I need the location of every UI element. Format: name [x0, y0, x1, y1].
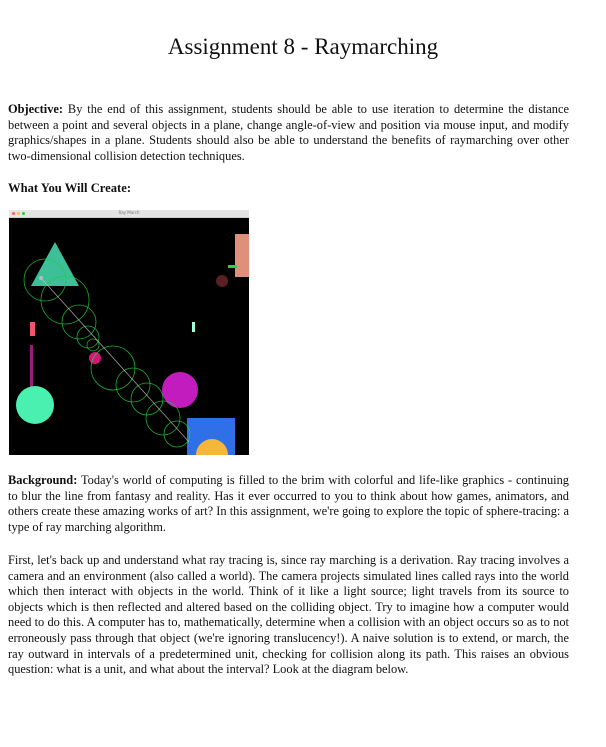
- green-bar: [228, 265, 237, 268]
- objective-paragraph: [8, 102, 569, 164]
- ray-tracing-paragraph: First, let's back up and understand what ray tracing is, since ray marching is a derivation. Ray tracing involves a camera and an environment (also called a world). The camera projects simulated lines called rays into the world which then interact with objects in the world. Think of it like a light source; light travels from its source to objects which is then reflected and altered based on the colliding object. Try to imagine how a computer would need to do this. A computer has to, mathematically, determine when a collision with an object occurs so as to not erroneously pass through that object (we're ignoring translucency!). A naive solution is to extend, or march, the ray outward in intervals of a predetermined unit, checking for collision along its path. This raises an obvious question: what is a unit, and what about the interval? Look at the diagram below.: [8, 553, 569, 677]
- magenta-dot: [89, 352, 101, 364]
- what-you-will-create-heading: What You Will Create:: [8, 181, 132, 195]
- background-label: Background:: [8, 473, 78, 487]
- pink-bar: [30, 322, 35, 336]
- teal-triangle: [31, 242, 79, 286]
- objective-text: By the end of this assignment, students should be able to use iteration to determine the distance between a point and several objects in a plane, change angle-of-view and position via mouse input, and modify graphics/shapes in a plane. Students should also be able to understand the benefits of raymarching over other two-dimensional collision detection techniques.: [8, 102, 569, 163]
- ray-origin: [39, 276, 43, 280]
- window-title-bar: [9, 210, 249, 218]
- magenta-circle: [162, 372, 198, 408]
- salmon-rectangle: [235, 234, 249, 277]
- objective-label: Objective:: [8, 102, 64, 116]
- background-text: Today's world of computing is filled to the brim with colorful and life-like graphics - continuing to blur the line from fantasy and reality. Has it ever occurred to you to think about how games, animators, and others create these amazing works of art? In this assignment, we're going to explore the topic of sphere-tracing: a type of ray marching algorithm.: [8, 473, 569, 534]
- green-circle: [16, 386, 54, 424]
- purple-line: [30, 345, 33, 393]
- window-title: Ray March: [118, 210, 140, 215]
- page-title: Assignment 8 - Raymarching: [167, 34, 439, 59]
- ray-line: [41, 278, 189, 442]
- mint-bar: [192, 322, 195, 332]
- dark-red-dot: [216, 275, 228, 287]
- raymarch-scene: [9, 218, 249, 455]
- raymarch-canvas: [9, 218, 249, 455]
- raymarching-screenshot: [9, 210, 249, 455]
- background-paragraph: [8, 473, 569, 535]
